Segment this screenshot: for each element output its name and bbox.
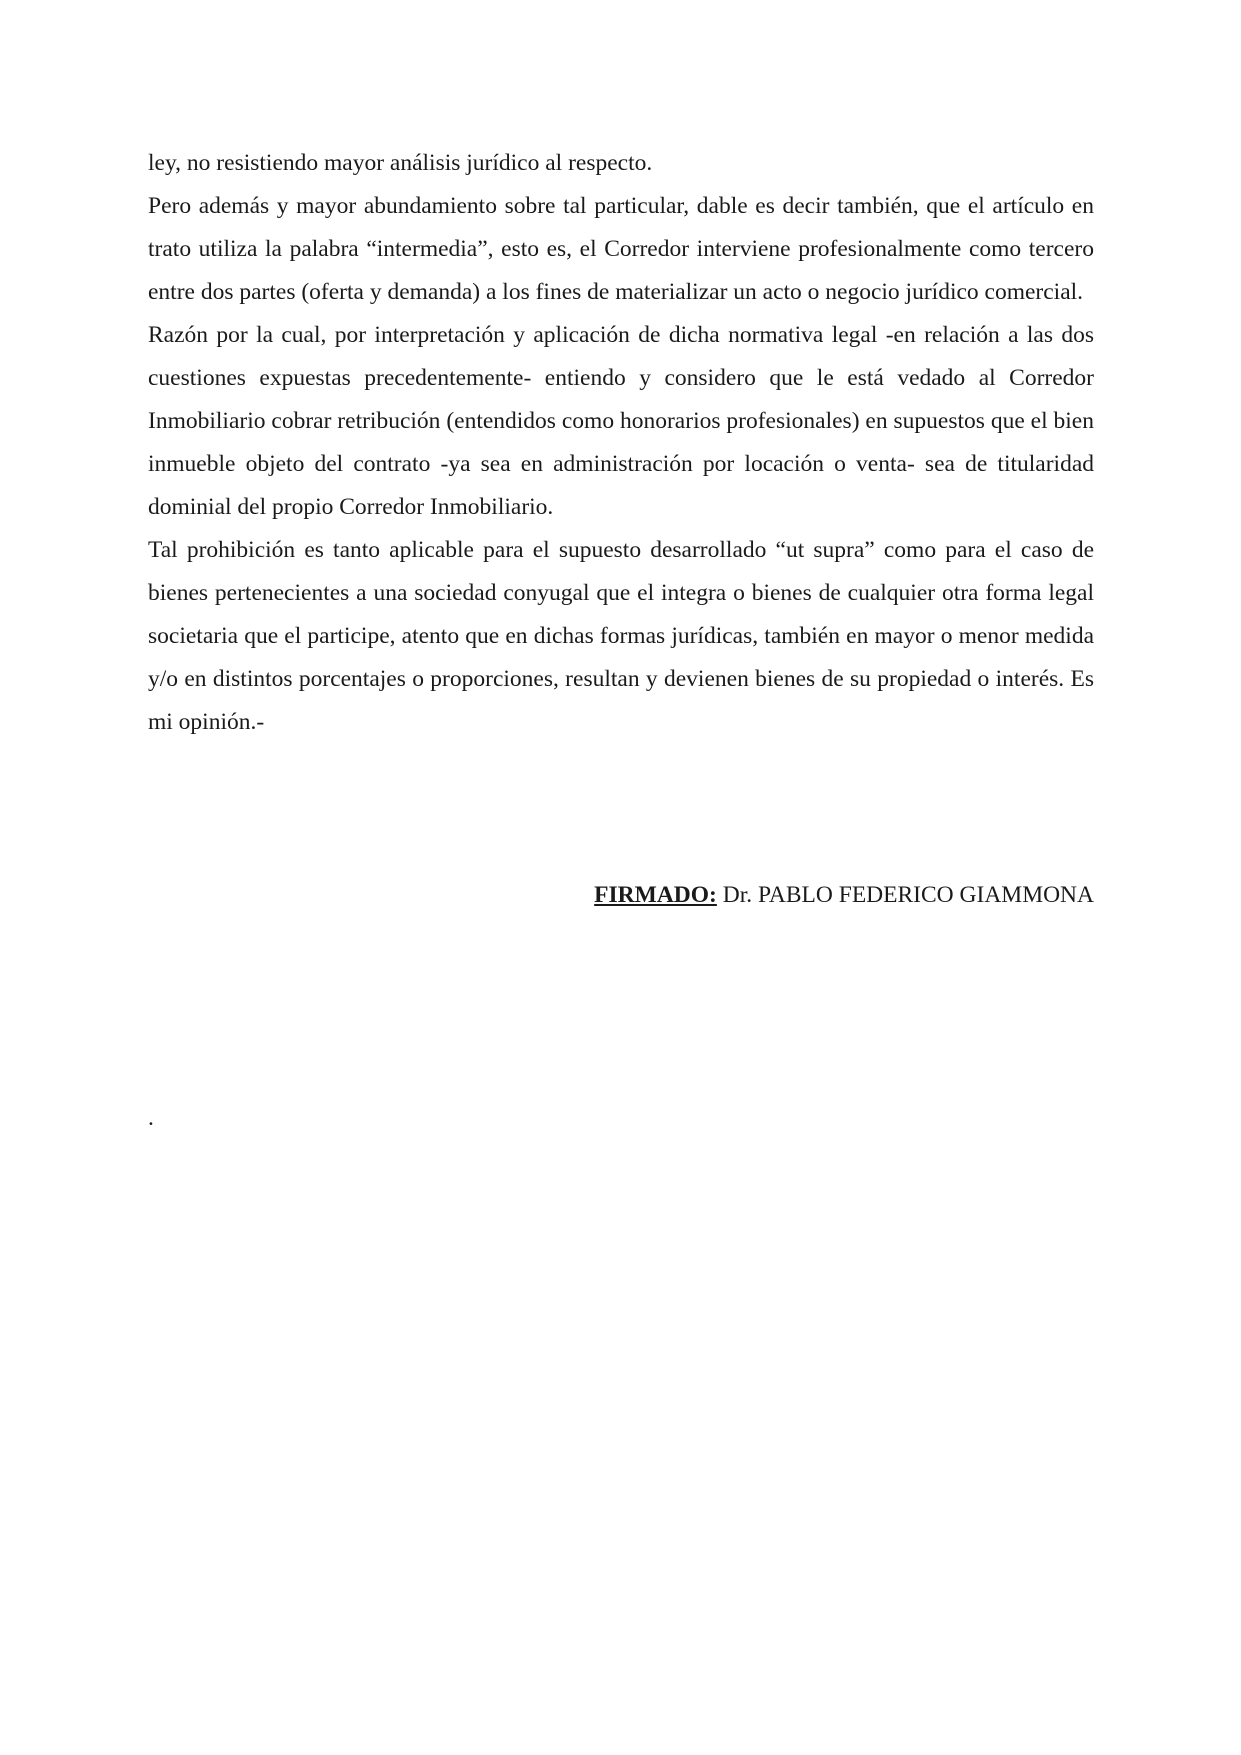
- paragraph-3: Razón por la cual, por interpretación y aplicación de dicha normativa legal -en relación a las dos cuestiones expuestas precedentemente- entiendo y considero que le está vedado al Corredor Inmobiliario cobrar retribución (entendidos como honorarios profesionales) en supuestos que el bien inmueble objeto del contrato -ya sea en administración por locación o venta- sea de titularidad dominial del propio Corredor Inmobiliario.: [148, 322, 1094, 520]
- paragraph-1: ley, no resistiendo mayor análisis jurídico al respecto.: [148, 150, 653, 176]
- paragraph-2: Pero además y mayor abundamiento sobre tal particular, dable es decir también, que el artículo en trato utiliza la palabra “intermedia”, esto es, el Corredor interviene profesionalmente como tercero entre dos partes (oferta y demanda) a los fines de materializar un acto o negocio jurídico comercial.: [148, 193, 1094, 305]
- trailing-mark: .: [148, 1105, 154, 1131]
- signature-name: Dr. PABLO FEDERICO GIAMMONA: [716, 882, 1094, 908]
- signature-label: FIRMADO:: [594, 882, 717, 908]
- signature-line: [148, 874, 1094, 917]
- paragraph-4: Tal prohibición es tanto aplicable para el supuesto desarrollado “ut supra” como para el caso de bienes pertenecientes a una sociedad conyugal que el integra o bienes de cualquier otra forma legal societaria que el participe, atento que en dichas formas jurídicas, también en mayor o menor medida y/o en distintos porcentajes o proporciones, resultan y devienen bienes de su propiedad o interés. Es mi opinión.-: [148, 537, 1094, 735]
- document-body: [148, 142, 1094, 744]
